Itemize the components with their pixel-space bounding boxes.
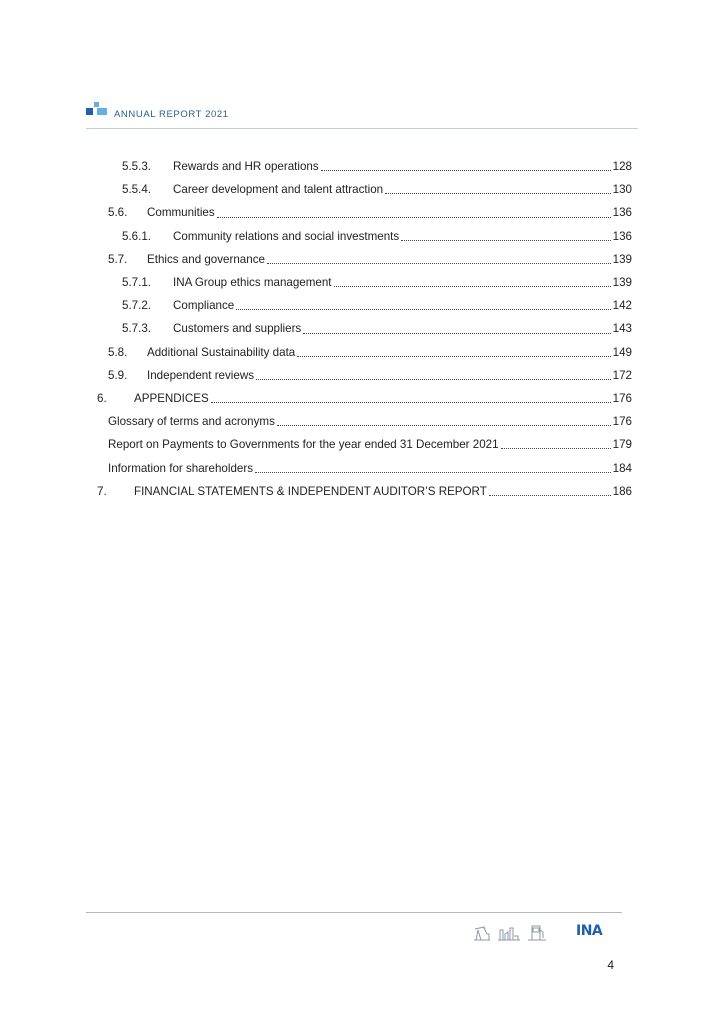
toc-entry[interactable] [86,364,632,387]
annual-report-logo-icon [86,102,110,118]
toc-entry-title: APPENDICES [134,391,209,405]
dot-leader [267,262,611,264]
toc-entry-page: 130 [612,183,632,197]
toc-entry-title: Customers and suppliers [173,322,302,336]
dot-leader [256,378,611,380]
dot-leader [211,401,611,403]
table-of-contents [86,155,632,503]
dot-leader [385,192,611,194]
dot-leader [297,355,610,357]
dot-leader [334,285,611,287]
toc-entry-page: 143 [612,322,632,336]
toc-entry[interactable] [86,178,632,201]
toc-entry-title: Information for shareholders [108,461,253,475]
toc-entry[interactable] [86,433,632,456]
toc-entry-title: FINANCIAL STATEMENTS & INDEPENDENT AUDITOR’S REPORT [134,484,487,498]
ina-logo: INA [576,923,603,939]
toc-entry-title: Independent reviews [147,368,254,382]
toc-entry-page: 186 [612,484,632,498]
toc-entry[interactable] [86,341,632,364]
dot-leader [401,239,610,241]
toc-entry-number: 5.6.1. [122,229,152,243]
toc-entry[interactable] [86,410,632,433]
dot-leader [321,169,611,171]
toc-entry[interactable] [86,294,632,317]
toc-entry[interactable] [86,155,632,178]
toc-entry-page: 142 [612,299,632,313]
page-header [86,100,638,132]
toc-entry-page: 176 [612,391,632,405]
toc-entry[interactable] [86,248,632,271]
toc-entry-page: 184 [612,461,632,475]
dot-leader [255,471,611,473]
toc-entry-page: 136 [612,206,632,220]
toc-entry-page: 176 [612,415,632,429]
dot-leader [277,424,611,426]
toc-entry[interactable] [86,271,632,294]
header-divider [86,128,638,129]
page-number: 4 [607,958,614,972]
toc-entry-title: Additional Sustainability data [147,345,296,359]
toc-entry-number: 5.8. [108,345,128,359]
toc-entry-title: Compliance [173,299,235,313]
report-title: ANNUAL REPORT 2021 [114,109,229,120]
toc-entry[interactable] [86,317,632,340]
toc-entry-page: 139 [612,252,632,266]
toc-entry[interactable] [86,201,632,224]
industry-pictograms-icon [472,920,556,942]
toc-entry-number: 6. [97,391,107,405]
toc-entry-title: INA Group ethics management [173,276,332,290]
toc-entry-title: Communities [147,206,215,220]
toc-entry-title: Rewards and HR operations [173,160,319,174]
dot-leader [489,494,611,496]
toc-entry-title: Glossary of terms and acronyms [108,415,275,429]
toc-entry-page: 136 [612,229,632,243]
toc-entry-title: Report on Payments to Governments for the year ended 31 December 2021 [108,438,499,452]
toc-entry[interactable] [86,456,632,479]
toc-entry-title: Community relations and social investments [173,229,400,243]
dot-leader [236,308,610,310]
footer-divider [86,912,622,913]
toc-entry-page: 172 [612,368,632,382]
dot-leader [217,216,611,218]
toc-entry-number: 5.9. [108,368,128,382]
dot-leader [303,332,610,334]
toc-entry-number: 5.7.3. [122,322,152,336]
toc-entry-title: Career development and talent attraction [173,183,384,197]
toc-entry-number: 5.6. [108,206,128,220]
toc-entry[interactable] [86,480,632,503]
toc-entry-page: 139 [612,276,632,290]
toc-entry-page: 128 [612,160,632,174]
toc-entry-number: 5.5.4. [122,183,152,197]
toc-entry-number: 5.7.2. [122,299,152,313]
toc-entry[interactable] [86,225,632,248]
toc-entry-title: Ethics and governance [147,252,265,266]
toc-entry-number: 7. [97,484,107,498]
toc-entry[interactable] [86,387,632,410]
toc-entry-page: 149 [612,345,632,359]
toc-entry-page: 179 [612,438,632,452]
toc-entry-number: 5.7. [108,252,128,266]
toc-entry-number: 5.5.3. [122,160,152,174]
dot-leader [501,447,611,449]
toc-entry-number: 5.7.1. [122,276,152,290]
